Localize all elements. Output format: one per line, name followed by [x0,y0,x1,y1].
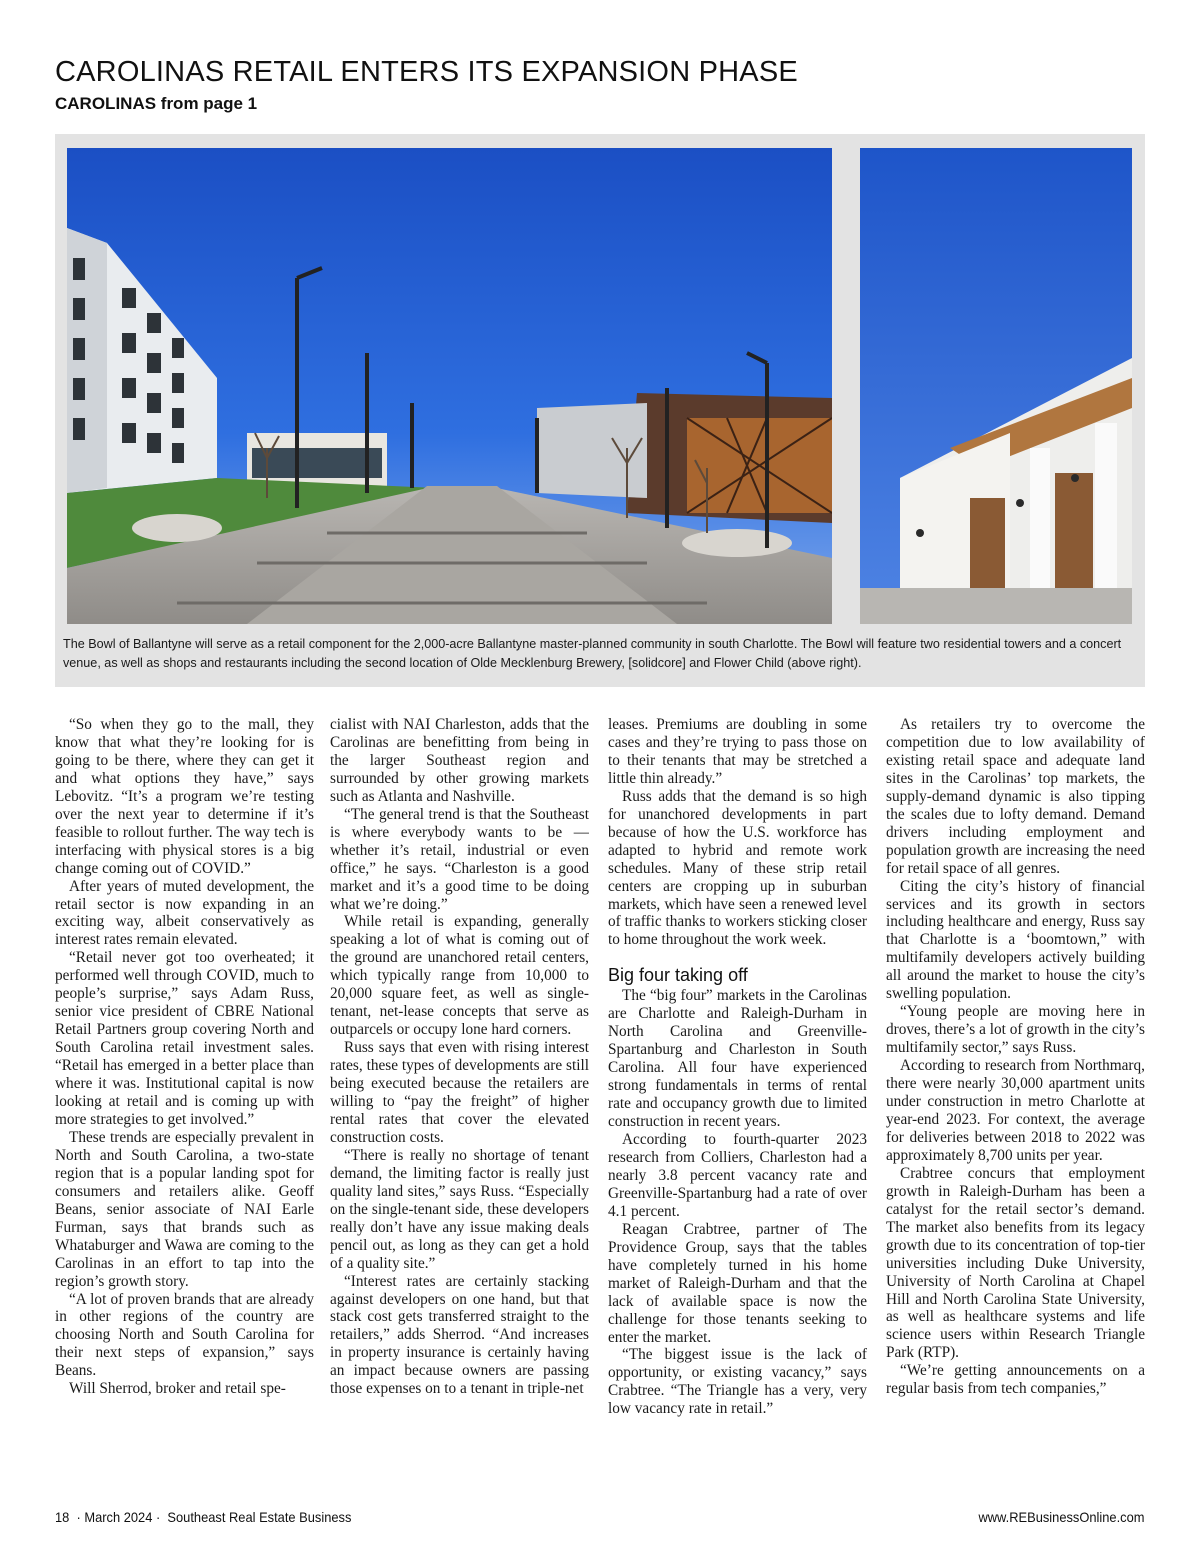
article-column-1 [55,716,314,1476]
storefront-photo [860,148,1132,624]
publication-name: Southeast Real Estate Business [167,1509,352,1525]
article-paragraph: As retailers try to overcome the competition due to low availability of existing retail space and adequate land sites in the Carolinas’ top markets, the supply-demand dynamic is also tipping the scales due to lofty demand. Demand drivers including employment and population growth are increasing the need for retail space of all genres. [886,716,1145,877]
article-column-3 [608,716,867,1476]
article-paragraph: The “big four” markets in the Carolinas are Charlotte and Raleigh-Durham in North Carolina and Greenville-Spartanburg and Charleston in South Carolina. All four have experienced strong fundamentals in terms of rental rate and occupancy growth due to limited construction in recent years. [608,987,867,1131]
page-footer-left [55,1509,351,1525]
issue-date: · March 2024 · [76,1509,161,1525]
jump-line: CAROLINAS from page 1 [55,94,258,113]
article-paragraph: “Retail never got too overheated; it performed well through COVID, much to people’s surprise,” says Adam Russ, senior vice president of CBRE National Retail Partners group covering North and South Carolina retail investment sales. “Retail has emerged in a better place than where it was. Institutional capital is now looking at retail and is coming up with more strategies to get involved.” [55,949,314,1128]
article-paragraph: “So when they go to the mall, they know that what they’re looking for is going to be there, where they can get it and what options they have,” says Lebovitz. “It’s a program we’re testing over the next year to determine if it’s feasible to rollout further. The way tech is interfacing with physical stores is a big change coming out of COVID.” [55,716,314,877]
ballantyne-plaza-photo [67,148,832,624]
article-paragraph: “The biggest issue is the lack of opportunity, or existing vacancy,” says Crabtree. “The Triangle has a very, very low vacancy rate in retail.” [608,1346,867,1418]
photo-panel [55,134,1145,687]
article-headline: CAROLINAS RETAIL ENTERS ITS EXPANSION PHASE [55,56,798,88]
article-paragraph: Reagan Crabtree, partner of The Providence Group, says that the tables have completely turned in his home market of Raleigh-Durham and that the lack of available space is now the challenge for those tenants seeking to enter the market. [608,1220,867,1346]
article-column-4 [886,716,1145,1476]
article-paragraph: Crabtree concurs that employment growth in Raleigh-Durham has been a catalyst for the retail sector’s demand. The market also benefits from its legacy growth due to its concentration of top-tier universities including Duke University, University of North Carolina at Chapel Hill and North Carolina State University, as well as healthcare systems and life science users within Research Triangle Park (RTP). [886,1164,1145,1362]
photo-caption: The Bowl of Ballantyne will serve as a retail component for the 2,000-acre Ballantyne master-planned community in south Charlotte. The Bowl will feature two residential towers and a concert venue, as well as shops and restaurants including the second location of Olde Mecklenburg Brewery, [solidcore] and Flower Child (above right). [63,637,1122,670]
article-paragraph: leases. Premiums are doubling in some cases and they’re trying to pass those on to their tenants that may be stretched a little thin already.” [608,716,867,787]
website-link[interactable]: www.REBusinessOnline.com [978,1509,1145,1525]
article-paragraph: According to research from Northmarq, there were nearly 30,000 apartment units under construction in metro Charlotte at year-end 2023. For context, the average for deliveries between 2018 to 2022 was approximately 8,700 units per year. [886,1057,1145,1164]
article-paragraph: “The general trend is that the Southeast is where everybody wants to be — whether it’s retail, industrial or even office,” he says. “Charleston is a good market and it’s a good time to be doing what we’re doing.” [330,805,589,913]
article-paragraph: While retail is expanding, generally speaking a lot of what is coming out of the ground are unanchored retail centers, which typically range from 10,000 to 20,000 square feet, as well as single-tenant, net-lease concepts that serve as outparcels or occupy lone hard corners. [330,913,589,1039]
article-paragraph: After years of muted development, the retail sector is now expanding in an exciting way, albeit conservatively as interest rates remain elevated. [55,877,314,949]
article-paragraph: These trends are especially prevalent in North and South Carolina, a two-state region that is a popular landing spot for consumers and retailers alike. Geoff Beans, senior associate of NAI Earle Furman, says that brands such as Whataburger and Wawa are coming to the Carolinas in an effort to tap into the region’s growth story. [55,1128,314,1290]
page-number: 18 [55,1509,70,1525]
article-paragraph: Russ adds that the demand is so high for unanchored developments in part because of how the U.S. workforce has adapted to hybrid and remote work schedules. Many of these strip retail centers are cropping up in suburban markets, which have seen a renewed level of traffic thanks to workers sticking closer to home throughout the work week. [608,787,867,949]
section-subhead: Big four taking off [608,965,748,986]
article-paragraph: “We’re getting announcements on a regular basis from tech companies,” [886,1362,1145,1398]
article-paragraph: “A lot of proven brands that are already in other regions of the country are choosing North and South Carolina for their next steps of expansion,” says Beans. [55,1290,314,1380]
article-paragraph: Russ says that even with rising interest rates, these types of developments are still being executed because the retailers are willing to “pay the freight” of higher rental rates that cover the elevated construction costs. [330,1039,589,1146]
article-paragraph: “Young people are moving here in droves, there’s a lot of growth in the city’s multifamily sector,” says Russ. [886,1003,1145,1057]
article-paragraph: cialist with NAI Charleston, adds that the Carolinas are benefitting from being in the larger Southeast region and surrounded by other growing markets such as Atlanta and Nashville. [330,716,589,805]
article-column-2 [330,716,589,1476]
article-paragraph: According to fourth-quarter 2023 research from Colliers, Charleston had a nearly 3.8 percent vacancy rate and Greenville-Spartanburg had a rate of over 4.1 percent. [608,1131,867,1220]
article-paragraph: “Interest rates are certainly stacking against developers on one hand, but that stack cost gets transferred straight to the retailers,” adds Sherrod. “And increases in property insurance is certainly having an impact because owners are passing those expenses on to a tenant in triple-net [330,1272,589,1398]
article-paragraph: Citing the city’s history of financial services and its growth in sectors including healthcare and energy, Russ say that Charlotte is a ‘boomtown,” with multifamily developers actively building all around the market to house the city’s swelling population. [886,877,1145,1003]
article-paragraph: Will Sherrod, broker and retail spe- [69,1380,286,1398]
article-paragraph: “There is really no shortage of tenant demand, the limiting factor is really just quality land sites,” says Russ. “Especially on the single-tenant side, these developers really don’t have any issue making deals pencil out, as long as they can get a hold of a quality site.” [330,1146,589,1272]
